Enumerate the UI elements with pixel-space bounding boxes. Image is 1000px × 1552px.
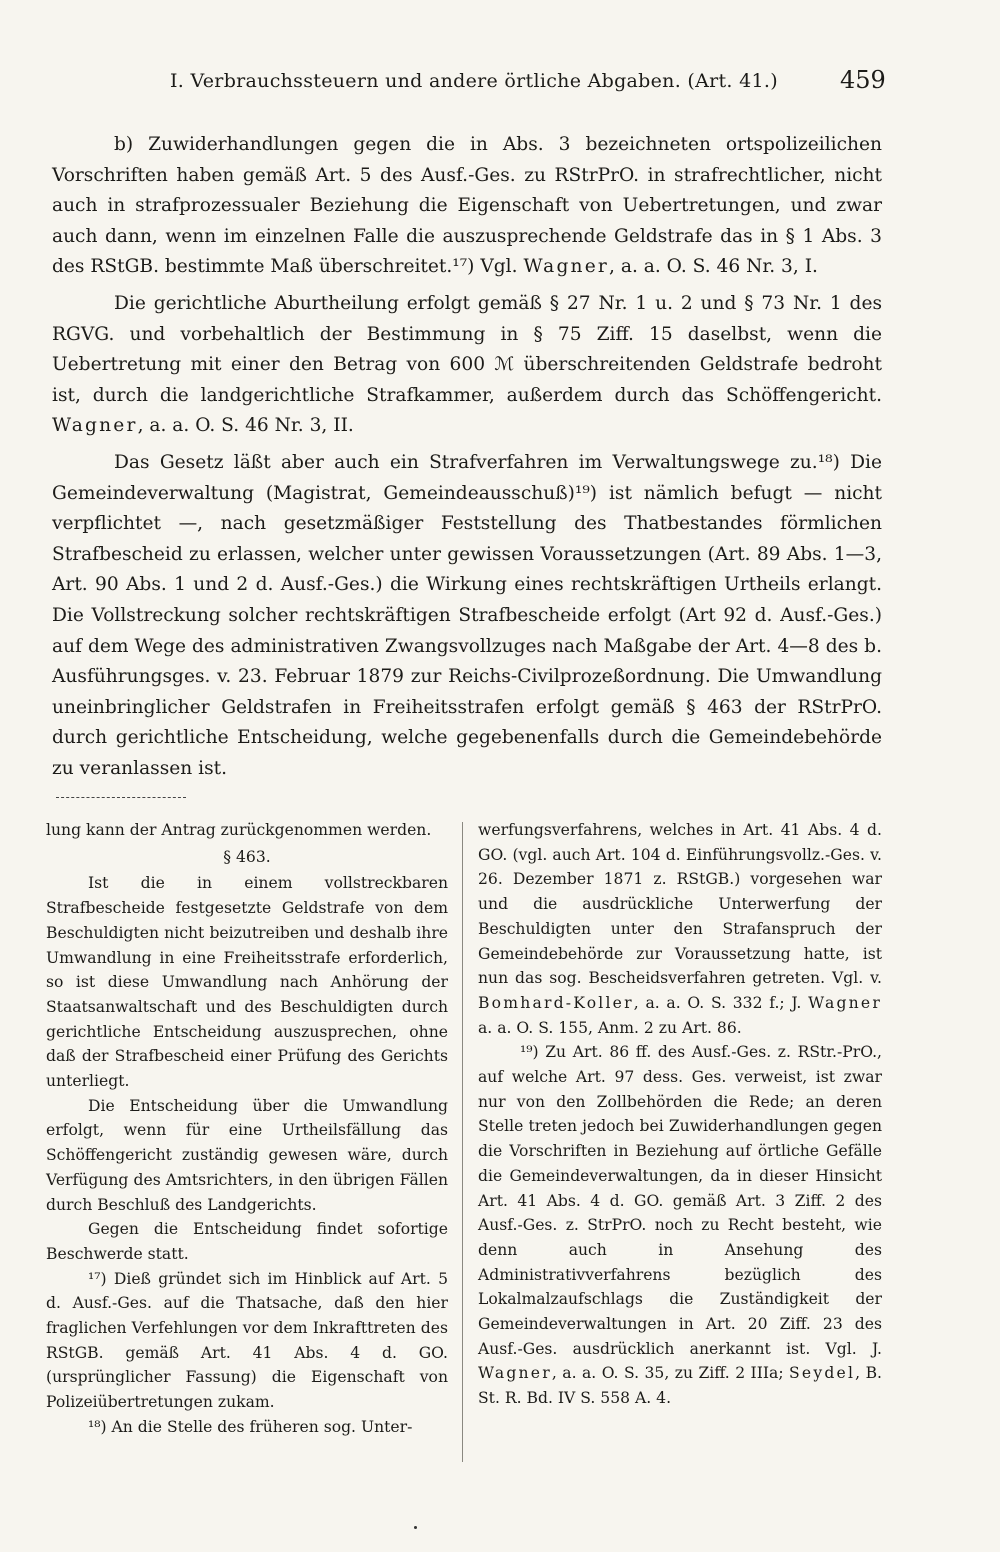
author-wagner: Wagner [808, 993, 882, 1012]
right-column [478, 818, 882, 1411]
citation: , B. St. R. Bd. IV S. 558 A. 4. [478, 1364, 882, 1408]
section-paragraph: Die Entscheidung über die Umwandlung erfolgt, wenn für eine Urtheilsfällung das Schöffengericht zuständig gewesen wäre, durch Verfügung des Amtsrichters, in den übrigen Fällen durch Beschluß des Landgerichts. [46, 1096, 448, 1214]
author-bomhard-koller: Bomhard-Koller [478, 993, 634, 1012]
author-seydel: Seydel [789, 1364, 856, 1383]
print-speck [414, 1526, 417, 1529]
footnote-17: ¹⁷) Dieß gründet sich im Hinblick auf Art. 5 d. Ausf.-Ges. auf die Thatsache, daß den hier fraglichen Verfehlungen vor dem Inkrafttreten des RStGB. gemäß Art. 41 Abs. 4 d. GO. (ursprünglicher Fassung) die Eigenschaft von Polizeiübertretungen zukam. [46, 1269, 448, 1412]
footnote-19 [478, 1040, 882, 1411]
footnote-separator [56, 797, 186, 798]
author-wagner: Wagner [478, 1364, 552, 1383]
running-head: I. Verbrauchssteuern und andere örtliche Abgaben. (Art. 41.) [170, 70, 778, 92]
citation: a. a. O. S. 155, Anm. 2 zu Art. 86. [478, 1018, 742, 1037]
paragraph-b [52, 130, 882, 283]
section-heading: § 463. [223, 847, 271, 866]
column-divider [462, 822, 463, 1462]
paragraph-b-text: b) Zuwiderhandlungen gegen die in Abs. 3 bezeichneten ortspolizeilichen Vorschriften haben gemäß Art. 5 des Ausf.-Ges. zu RStrPrO. in strafrechtlicher, nicht auch in strafprozessualer Beziehung die Eigenschaft von Uebertretungen, und zwar auch dann, wenn im einzelnen Falle die auszusprechende Geldstrafe das in § 1 Abs. 3 des RStGB. bestimmte Maß überschreitet.¹⁷) Vgl. [52, 134, 882, 278]
citation: , a. a. O. S. 332 f.; J. [633, 993, 802, 1012]
author-wagner: Wagner [52, 415, 138, 437]
citation: , a. a. O. S. 46 Nr. 3, I. [609, 256, 818, 278]
continuation-text: lung kann der Antrag zurückgenommen werden. [46, 821, 432, 839]
author-wagner: Wagner [523, 256, 610, 278]
citation: , a. a. O. S. 46 Nr. 3, II. [137, 415, 354, 437]
section-paragraph: Gegen die Entscheidung findet sofortige Beschwerde statt. [46, 1220, 448, 1263]
footnote-18-continuation [478, 818, 882, 1040]
paragraph-strafverfahren: Das Gesetz läßt aber auch ein Strafverfahren im Verwaltungswege zu.¹⁸) Die Gemeindeverwaltung (Magistrat, Gemeindeausschuß)¹⁹) ist nämlich befugt — nicht verpflichtet —, nach gesetzmäßiger Feststellung des Thatbestandes förmlichen Strafbescheid zu erlassen, welcher unter gewissen Voraussetzungen (Art. 89 Abs. 1—3, Art. 90 Abs. 1 und 2 d. Ausf.-Ges.) die Wirkung eines rechtskräftigen Urtheils erlangt. Die Vollstreckung solcher rechtskräftigen Strafbescheide erfolgt (Art 92 d. Ausf.-Ges.) auf dem Wege des administrativen Zwangsvollzuges nach Maßgabe der Art. 4—8 des b. Ausführungsges. v. 23. Februar 1879 zur Reichs-Civilprozeßordnung. Die Umwandlung uneinbringlicher Geldstrafen in Freiheitsstrafen erfolgt gemäß § 463 der RStrPrO. durch gerichtliche Entscheidung, welche gegebenenfalls durch die Gemeindebehörde zu veranlassen ist. [52, 451, 882, 779]
main-text [52, 130, 882, 784]
section-paragraph: Ist die in einem vollstreckbaren Strafbescheide festgesetzte Geldstrafe von dem Beschuldigten nicht beizutreiben und deshalb ihre Umwandlung in eine Freiheitsstrafe erforderlich, so ist diese Umwandlung nach Anhörung der Staatsanwaltschaft und des Beschuldigten durch gerichtliche Entscheidung auszusprechen, ohne daß der Strafbescheid einer Prüfung des Gerichts unterliegt. [46, 874, 448, 1091]
citation: , a. a. O. S. 35, zu Ziff. 2 IIIa; [551, 1364, 784, 1383]
page-number: 459 [840, 66, 886, 94]
footnote-18-start: ¹⁸) An die Stelle des früheren sog. Unter- [88, 1417, 413, 1436]
paragraph-text: Die gerichtliche Aburtheilung erfolgt gemäß § 27 Nr. 1 u. 2 und § 73 Nr. 1 des RGVG. und vorbehaltlich der Bestimmung in § 75 Ziff. 15 daselbst, wenn die Uebertretung mit einer den Betrag von 600 ℳ überschreitenden Geldstrafe bedroht ist, durch die landgerichtliche Strafkammer, außerdem durch das Schöffengericht. [52, 292, 882, 406]
footnote-text: ¹⁹) Zu Art. 86 ff. des Ausf.-Ges. z. RStr.-PrO., auf welche Art. 97 dess. Ges. verweist, ist zwar nur von den Zollbehörden die Rede; an deren Stelle treten jedoch bei Zuwiderhandlungen gegen die Vorschriften in Beziehung auf örtliche Gefälle die Gemeindeverwaltungen, da in dieser Hinsicht Art. 41 Abs. 4 d. GO. gemäß Art. 3 Ziff. 2 des Ausf.-Ges. z. StrPrO. noch zu Recht besteht, wie denn auch in Ansehung des Administrativverfahrens bezüglich des Lokalmalzaufschlags die Zuständigkeit der Gemeindeverwaltungen in Art. 20 Ziff. 23 des Ausf.-Ges. ausdrücklich anerkannt ist. Vgl. J. [478, 1043, 882, 1358]
left-column [46, 818, 448, 1440]
paragraph-aburtheilung [52, 289, 882, 442]
footnote-text: werfungsverfahrens, welches in Art. 41 Abs. 4 d. GO. (vgl. auch Art. 104 d. Einführungsvollz.-Ges. v. 26. Dezember 1871 z. RStGB.) vorgesehen war und die ausdrückliche Unterwerfung der Beschuldigten unter den Strafanspruch der Gemeindebehörde zur Voraussetzung hatte, ist nun das sog. Bescheidsverfahren getreten. Vgl. v. [478, 821, 882, 988]
